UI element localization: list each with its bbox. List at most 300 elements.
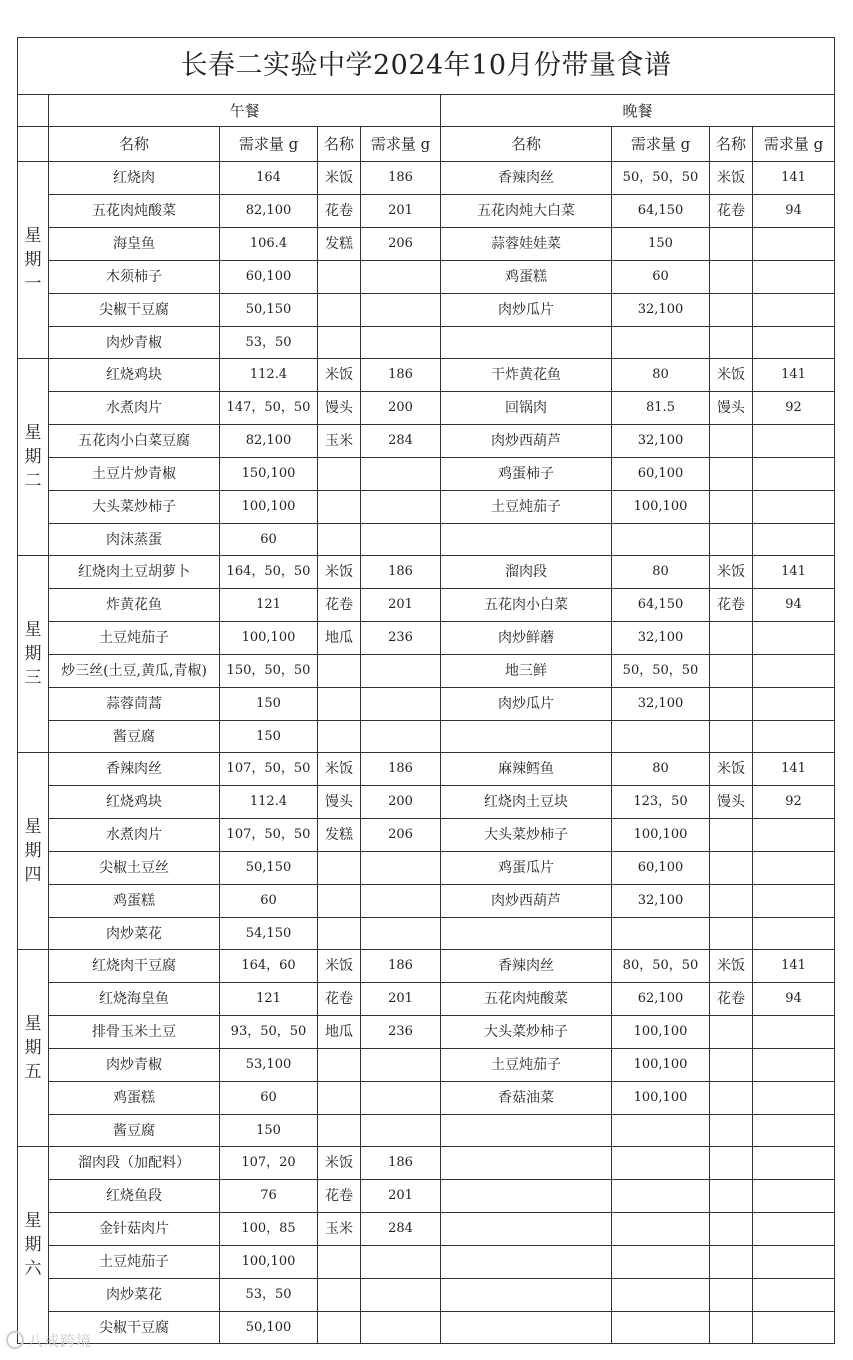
dinner-staple-demand-header: 需求量 g xyxy=(753,127,835,162)
lunch-staple-cell xyxy=(318,1246,361,1279)
dinner-dish-cell xyxy=(441,1312,612,1344)
dinner-staple-demand-cell xyxy=(753,458,835,491)
corner-cell xyxy=(18,127,49,162)
lunch-staple-cell: 花卷 xyxy=(318,195,361,228)
lunch-staple-cell: 米饭 xyxy=(318,753,361,786)
dinner-staple-demand-cell: 141 xyxy=(753,950,835,983)
table-row xyxy=(18,162,835,195)
lunch-dish-cell: 土豆炖茄子 xyxy=(49,622,220,655)
lunch-staple-cell xyxy=(318,261,361,294)
dinner-staple-demand-cell xyxy=(753,622,835,655)
dinner-dish-cell: 鸡蛋柿子 xyxy=(441,458,612,491)
lunch-demand-cell: 121 xyxy=(220,589,318,622)
dinner-staple-demand-cell xyxy=(753,1180,835,1213)
dinner-staple-cell xyxy=(710,1082,753,1115)
dinner-dish-cell: 五花肉小白菜 xyxy=(441,589,612,622)
lunch-staple-demand-cell xyxy=(361,852,441,885)
table-row xyxy=(18,294,835,327)
lunch-dish-cell: 大头菜炒柿子 xyxy=(49,491,220,524)
table-row xyxy=(18,261,835,294)
lunch-staple-cell xyxy=(318,458,361,491)
lunch-staple-demand-cell xyxy=(361,1115,441,1147)
dinner-demand-cell: 60,100 xyxy=(612,458,710,491)
lunch-dish-cell: 尖椒土豆丝 xyxy=(49,852,220,885)
lunch-staple-cell xyxy=(318,1115,361,1147)
lunch-demand-cell: 100,100 xyxy=(220,1246,318,1279)
table-row xyxy=(18,622,835,655)
dinner-staple-cell xyxy=(710,1279,753,1312)
table-row xyxy=(18,458,835,491)
lunch-staple-cell: 发糕 xyxy=(318,819,361,852)
lunch-dish-cell: 蒜蓉茼蒿 xyxy=(49,688,220,721)
dinner-staple-cell xyxy=(710,1312,753,1344)
menu-sheet xyxy=(17,37,834,1344)
dinner-staple-cell xyxy=(710,918,753,950)
dinner-staple-demand-cell: 94 xyxy=(753,589,835,622)
table-row xyxy=(18,1312,835,1344)
dinner-dish-cell: 肉炒瓜片 xyxy=(441,294,612,327)
dinner-staple-demand-cell xyxy=(753,655,835,688)
dinner-demand-cell xyxy=(612,327,710,359)
lunch-staple-demand-cell xyxy=(361,1312,441,1344)
lunch-staple-demand-cell: 284 xyxy=(361,1213,441,1246)
lunch-staple-cell xyxy=(318,721,361,753)
dinner-dish-cell xyxy=(441,1279,612,1312)
lunch-staple-demand-header: 需求量 g xyxy=(361,127,441,162)
dinner-dish-cell: 干炸黄花鱼 xyxy=(441,359,612,392)
lunch-demand-cell: 60,100 xyxy=(220,261,318,294)
dinner-demand-cell: 50，50，50 xyxy=(612,655,710,688)
table-row xyxy=(18,918,835,950)
dinner-dish-cell xyxy=(441,1213,612,1246)
table-row xyxy=(18,425,835,458)
lunch-demand-cell: 93，50，50 xyxy=(220,1016,318,1049)
table-row xyxy=(18,1082,835,1115)
lunch-staple-demand-cell: 186 xyxy=(361,359,441,392)
lunch-header: 午餐 xyxy=(49,95,441,127)
dinner-staple-demand-cell: 92 xyxy=(753,392,835,425)
lunch-demand-cell: 50,100 xyxy=(220,1312,318,1344)
table-row xyxy=(18,327,835,359)
dinner-staple-cell xyxy=(710,1115,753,1147)
dinner-dish-cell: 土豆炖茄子 xyxy=(441,1049,612,1082)
menu-table xyxy=(17,37,835,1344)
day-label xyxy=(18,950,49,1147)
dinner-demand-cell: 150 xyxy=(612,228,710,261)
table-row xyxy=(18,1049,835,1082)
lunch-demand-cell: 82,100 xyxy=(220,425,318,458)
dinner-staple-demand-cell xyxy=(753,228,835,261)
dinner-staple-cell: 馒头 xyxy=(710,392,753,425)
table-row xyxy=(18,852,835,885)
day-label-text: 星期五 xyxy=(24,1014,42,1082)
lunch-demand-cell: 100,100 xyxy=(220,491,318,524)
lunch-dish-cell: 酱豆腐 xyxy=(49,1115,220,1147)
day-label xyxy=(18,753,49,950)
lunch-staple-demand-cell: 186 xyxy=(361,162,441,195)
lunch-demand-cell: 76 xyxy=(220,1180,318,1213)
lunch-staple-demand-cell xyxy=(361,327,441,359)
page-title: 长春二实验中学2024年10月份带量食谱 xyxy=(18,38,835,95)
dinner-dish-cell xyxy=(441,1147,612,1180)
dinner-staple-cell: 米饭 xyxy=(710,556,753,589)
lunch-dish-cell: 肉炒青椒 xyxy=(49,1049,220,1082)
dinner-staple-cell xyxy=(710,327,753,359)
dinner-staple-demand-cell xyxy=(753,1115,835,1147)
dinner-dish-cell: 大头菜炒柿子 xyxy=(441,819,612,852)
dinner-staple-cell xyxy=(710,819,753,852)
dinner-dish-cell xyxy=(441,721,612,753)
lunch-staple-cell xyxy=(318,688,361,721)
lunch-staple-cell: 花卷 xyxy=(318,983,361,1016)
lunch-dish-cell: 红烧鱼段 xyxy=(49,1180,220,1213)
lunch-dish-cell: 尖椒干豆腐 xyxy=(49,1312,220,1344)
lunch-staple-demand-cell: 186 xyxy=(361,556,441,589)
lunch-dish-name-header: 名称 xyxy=(49,127,220,162)
table-row xyxy=(18,1016,835,1049)
dinner-demand-cell: 50，50，50 xyxy=(612,162,710,195)
day-label xyxy=(18,162,49,359)
lunch-dish-cell: 五花肉炖酸菜 xyxy=(49,195,220,228)
dinner-demand-cell: 123，50 xyxy=(612,786,710,819)
lunch-dish-cell: 肉沫蒸蛋 xyxy=(49,524,220,556)
table-row xyxy=(18,950,835,983)
dinner-dish-cell: 蒜蓉娃娃菜 xyxy=(441,228,612,261)
lunch-demand-cell: 112.4 xyxy=(220,786,318,819)
lunch-dish-cell: 鸡蛋糕 xyxy=(49,1082,220,1115)
lunch-dish-cell: 红烧鸡块 xyxy=(49,359,220,392)
dinner-demand-cell xyxy=(612,1180,710,1213)
lunch-staple-demand-cell xyxy=(361,918,441,950)
dinner-staple-cell xyxy=(710,261,753,294)
dinner-staple-demand-cell xyxy=(753,261,835,294)
dinner-demand-cell xyxy=(612,524,710,556)
lunch-demand-cell: 150 xyxy=(220,1115,318,1147)
dinner-demand-cell: 60 xyxy=(612,261,710,294)
day-label-text: 星期四 xyxy=(24,817,42,885)
lunch-demand-cell: 100,100 xyxy=(220,622,318,655)
lunch-staple-demand-cell xyxy=(361,294,441,327)
dinner-staple-cell xyxy=(710,294,753,327)
dinner-dish-cell: 红烧肉土豆块 xyxy=(441,786,612,819)
lunch-demand-cell: 150 xyxy=(220,721,318,753)
dinner-staple-demand-cell xyxy=(753,1082,835,1115)
lunch-staple-demand-cell: 201 xyxy=(361,589,441,622)
dinner-staple-cell xyxy=(710,655,753,688)
dinner-staple-cell: 馒头 xyxy=(710,786,753,819)
dinner-staple-demand-cell xyxy=(753,1246,835,1279)
dinner-dish-cell: 回锅肉 xyxy=(441,392,612,425)
lunch-demand-cell: 107，20 xyxy=(220,1147,318,1180)
lunch-staple-cell: 米饭 xyxy=(318,359,361,392)
lunch-dish-cell: 土豆炖茄子 xyxy=(49,1246,220,1279)
dinner-staple-demand-cell xyxy=(753,491,835,524)
table-row xyxy=(18,786,835,819)
lunch-staple-demand-cell: 186 xyxy=(361,950,441,983)
lunch-demand-cell: 50,150 xyxy=(220,294,318,327)
lunch-staple-cell xyxy=(318,885,361,918)
lunch-dish-cell: 红烧肉 xyxy=(49,162,220,195)
lunch-dish-cell: 五花肉小白菜豆腐 xyxy=(49,425,220,458)
table-row xyxy=(18,1180,835,1213)
dinner-dish-cell: 大头菜炒柿子 xyxy=(441,1016,612,1049)
lunch-staple-demand-cell: 201 xyxy=(361,983,441,1016)
lunch-dish-cell: 酱豆腐 xyxy=(49,721,220,753)
lunch-staple-cell: 地瓜 xyxy=(318,1016,361,1049)
dinner-staple-demand-cell xyxy=(753,721,835,753)
lunch-demand-cell: 164，50，50 xyxy=(220,556,318,589)
dinner-dish-cell: 土豆炖茄子 xyxy=(441,491,612,524)
day-label-text: 星期六 xyxy=(24,1211,42,1279)
dinner-staple-cell xyxy=(710,425,753,458)
dinner-dish-cell: 肉炒西葫芦 xyxy=(441,885,612,918)
dinner-staple-demand-cell: 141 xyxy=(753,162,835,195)
dinner-dish-cell xyxy=(441,327,612,359)
dinner-staple-demand-cell xyxy=(753,819,835,852)
dinner-dish-cell: 溜肉段 xyxy=(441,556,612,589)
lunch-dish-cell: 溜肉段（加配料） xyxy=(49,1147,220,1180)
dinner-dish-cell: 五花肉炖大白菜 xyxy=(441,195,612,228)
lunch-staple-cell: 米饭 xyxy=(318,950,361,983)
lunch-staple-demand-cell xyxy=(361,1246,441,1279)
dinner-staple-demand-cell: 141 xyxy=(753,359,835,392)
table-row xyxy=(18,392,835,425)
dinner-staple-cell xyxy=(710,1049,753,1082)
dinner-staple-demand-cell xyxy=(753,1279,835,1312)
dinner-staple-cell: 米饭 xyxy=(710,162,753,195)
dinner-staple-cell: 米饭 xyxy=(710,359,753,392)
dinner-demand-cell: 32,100 xyxy=(612,425,710,458)
dinner-demand-cell xyxy=(612,1246,710,1279)
dinner-staple-demand-cell xyxy=(753,294,835,327)
dinner-dish-cell xyxy=(441,1180,612,1213)
table-row xyxy=(18,1279,835,1312)
lunch-staple-demand-cell xyxy=(361,458,441,491)
lunch-dish-cell: 水煮肉片 xyxy=(49,392,220,425)
lunch-staple-cell xyxy=(318,294,361,327)
day-label xyxy=(18,359,49,556)
dinner-staple-demand-cell xyxy=(753,524,835,556)
lunch-demand-cell: 53,100 xyxy=(220,1049,318,1082)
lunch-demand-cell: 60 xyxy=(220,524,318,556)
lunch-staple-cell xyxy=(318,1082,361,1115)
dinner-staple-demand-cell xyxy=(753,852,835,885)
dinner-demand-cell: 100,100 xyxy=(612,491,710,524)
dinner-demand-cell: 62,100 xyxy=(612,983,710,1016)
dinner-staple-demand-cell xyxy=(753,1016,835,1049)
lunch-staple-demand-cell: 201 xyxy=(361,195,441,228)
lunch-staple-cell: 米饭 xyxy=(318,1147,361,1180)
table-row xyxy=(18,688,835,721)
lunch-staple-demand-cell: 200 xyxy=(361,392,441,425)
dinner-staple-demand-cell xyxy=(753,1049,835,1082)
lunch-staple-cell: 花卷 xyxy=(318,1180,361,1213)
dinner-staple-cell xyxy=(710,688,753,721)
watermark-logo-icon xyxy=(6,1331,24,1349)
dinner-staple-demand-cell xyxy=(753,688,835,721)
table-row xyxy=(18,1147,835,1180)
lunch-staple-cell: 玉米 xyxy=(318,1213,361,1246)
table-row xyxy=(18,655,835,688)
lunch-staple-cell: 馒头 xyxy=(318,392,361,425)
lunch-staple-demand-cell xyxy=(361,655,441,688)
lunch-dish-cell: 海皇鱼 xyxy=(49,228,220,261)
dinner-dish-cell xyxy=(441,1115,612,1147)
dinner-staple-cell: 米饭 xyxy=(710,950,753,983)
lunch-dish-cell: 土豆片炒青椒 xyxy=(49,458,220,491)
lunch-demand-cell: 54,150 xyxy=(220,918,318,950)
lunch-staple-demand-cell: 206 xyxy=(361,819,441,852)
dinner-staple-cell: 花卷 xyxy=(710,589,753,622)
lunch-staple-demand-cell xyxy=(361,1049,441,1082)
lunch-staple-cell: 米饭 xyxy=(318,556,361,589)
dinner-demand-cell: 80，50，50 xyxy=(612,950,710,983)
table-row xyxy=(18,885,835,918)
table-row xyxy=(18,753,835,786)
dinner-demand-cell xyxy=(612,1312,710,1344)
lunch-staple-demand-cell: 236 xyxy=(361,622,441,655)
lunch-dish-cell: 红烧肉土豆胡萝卜 xyxy=(49,556,220,589)
lunch-staple-demand-cell: 201 xyxy=(361,1180,441,1213)
dinner-dish-cell: 地三鲜 xyxy=(441,655,612,688)
lunch-dish-cell: 鸡蛋糕 xyxy=(49,885,220,918)
lunch-staple-cell xyxy=(318,918,361,950)
dinner-dish-cell: 鸡蛋瓜片 xyxy=(441,852,612,885)
lunch-staple-demand-cell: 236 xyxy=(361,1016,441,1049)
lunch-demand-cell: 53，50 xyxy=(220,327,318,359)
dinner-demand-cell xyxy=(612,1213,710,1246)
table-row xyxy=(18,228,835,261)
table-row xyxy=(18,195,835,228)
lunch-staple-demand-cell xyxy=(361,1082,441,1115)
dinner-dish-cell: 麻辣鳕鱼 xyxy=(441,753,612,786)
dinner-staple-cell: 花卷 xyxy=(710,983,753,1016)
lunch-staple-cell xyxy=(318,852,361,885)
dinner-demand-cell xyxy=(612,1115,710,1147)
dinner-staple-demand-cell: 94 xyxy=(753,195,835,228)
dinner-staple-cell xyxy=(710,852,753,885)
dinner-staple-cell xyxy=(710,1180,753,1213)
dinner-demand-cell: 80 xyxy=(612,359,710,392)
day-label-text: 星期三 xyxy=(24,620,42,688)
lunch-demand-cell: 60 xyxy=(220,1082,318,1115)
dinner-staple-cell xyxy=(710,1016,753,1049)
dinner-demand-cell: 64,150 xyxy=(612,195,710,228)
dinner-dish-name-header: 名称 xyxy=(441,127,612,162)
lunch-demand-cell: 112.4 xyxy=(220,359,318,392)
lunch-dish-cell: 肉炒青椒 xyxy=(49,327,220,359)
watermark-text: 八戒跨境 xyxy=(28,1332,93,1350)
day-label xyxy=(18,556,49,753)
lunch-staple-demand-cell: 284 xyxy=(361,425,441,458)
lunch-staple-demand-cell: 186 xyxy=(361,753,441,786)
lunch-demand-cell: 121 xyxy=(220,983,318,1016)
lunch-dish-cell: 木须柿子 xyxy=(49,261,220,294)
lunch-demand-cell: 107，50，50 xyxy=(220,753,318,786)
lunch-demand-cell: 82,100 xyxy=(220,195,318,228)
lunch-dish-cell: 金针菇肉片 xyxy=(49,1213,220,1246)
table-row xyxy=(18,1115,835,1147)
dinner-staple-cell xyxy=(710,228,753,261)
dinner-demand-cell: 32,100 xyxy=(612,688,710,721)
lunch-staple-demand-cell xyxy=(361,721,441,753)
lunch-staple-cell: 馒头 xyxy=(318,786,361,819)
lunch-staple-demand-cell xyxy=(361,885,441,918)
lunch-staple-demand-cell xyxy=(361,1279,441,1312)
lunch-demand-cell: 150 xyxy=(220,688,318,721)
lunch-demand-cell: 107，50，50 xyxy=(220,819,318,852)
lunch-staple-cell: 玉米 xyxy=(318,425,361,458)
corner-cell xyxy=(18,95,49,127)
lunch-staple-cell xyxy=(318,491,361,524)
dinner-demand-cell: 32,100 xyxy=(612,294,710,327)
lunch-staple-cell: 花卷 xyxy=(318,589,361,622)
lunch-staple-demand-cell xyxy=(361,261,441,294)
dinner-demand-cell: 64,150 xyxy=(612,589,710,622)
table-row xyxy=(18,589,835,622)
watermark xyxy=(6,1330,92,1351)
dinner-staple-demand-cell: 141 xyxy=(753,753,835,786)
dinner-demand-cell xyxy=(612,721,710,753)
lunch-staple-cell xyxy=(318,1312,361,1344)
lunch-dish-cell: 红烧鸡块 xyxy=(49,786,220,819)
dinner-staple-demand-cell xyxy=(753,1147,835,1180)
table-row xyxy=(18,1246,835,1279)
dinner-staple-cell xyxy=(710,458,753,491)
lunch-demand-cell: 106.4 xyxy=(220,228,318,261)
lunch-staple-cell xyxy=(318,327,361,359)
dinner-staple-demand-cell: 141 xyxy=(753,556,835,589)
lunch-dish-cell: 香辣肉丝 xyxy=(49,753,220,786)
lunch-staple-demand-cell xyxy=(361,688,441,721)
lunch-staple-demand-cell xyxy=(361,491,441,524)
lunch-demand-cell: 53，50 xyxy=(220,1279,318,1312)
lunch-demand-cell: 164 xyxy=(220,162,318,195)
dinner-dish-cell: 肉炒鲜蘑 xyxy=(441,622,612,655)
dinner-staple-demand-cell xyxy=(753,425,835,458)
lunch-demand-cell: 150,100 xyxy=(220,458,318,491)
lunch-demand-cell: 60 xyxy=(220,885,318,918)
lunch-demand-header: 需求量 g xyxy=(220,127,318,162)
lunch-staple-cell xyxy=(318,1279,361,1312)
dinner-staple-cell xyxy=(710,524,753,556)
lunch-staple-cell xyxy=(318,524,361,556)
lunch-staple-cell xyxy=(318,1049,361,1082)
dinner-staple-demand-cell xyxy=(753,1213,835,1246)
dinner-staple-cell xyxy=(710,885,753,918)
table-row xyxy=(18,1213,835,1246)
lunch-dish-cell: 红烧肉干豆腐 xyxy=(49,950,220,983)
dinner-header: 晚餐 xyxy=(441,95,835,127)
dinner-dish-cell: 鸡蛋糕 xyxy=(441,261,612,294)
lunch-staple-cell: 米饭 xyxy=(318,162,361,195)
dinner-demand-cell: 100,100 xyxy=(612,1082,710,1115)
dinner-staple-demand-cell: 94 xyxy=(753,983,835,1016)
dinner-demand-cell: 100,100 xyxy=(612,819,710,852)
dinner-staple-cell xyxy=(710,1147,753,1180)
lunch-dish-cell: 水煮肉片 xyxy=(49,819,220,852)
dinner-dish-cell xyxy=(441,524,612,556)
dinner-demand-cell: 32,100 xyxy=(612,622,710,655)
dinner-staple-cell xyxy=(710,1246,753,1279)
dinner-demand-cell: 100,100 xyxy=(612,1016,710,1049)
lunch-demand-cell: 150，50，50 xyxy=(220,655,318,688)
lunch-staple-cell: 地瓜 xyxy=(318,622,361,655)
dinner-dish-cell: 香辣肉丝 xyxy=(441,162,612,195)
table-row xyxy=(18,983,835,1016)
lunch-dish-cell: 炒三丝(土豆,黄瓜,青椒) xyxy=(49,655,220,688)
table-row xyxy=(18,819,835,852)
